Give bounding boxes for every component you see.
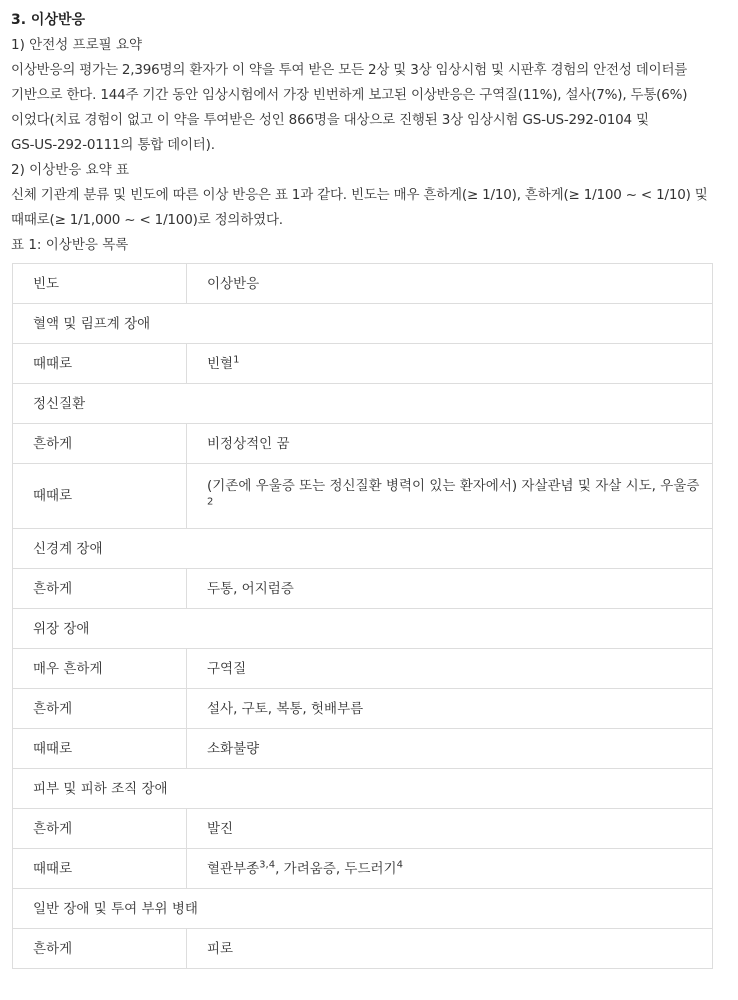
organ-class-row bbox=[13, 609, 713, 649]
organ-class-row bbox=[13, 529, 713, 569]
frequency-cell: 때때로 bbox=[13, 849, 187, 889]
table-row bbox=[13, 344, 713, 384]
section-title: 3. 이상반응 bbox=[11, 12, 86, 28]
reaction-cell: 구역질 bbox=[187, 649, 713, 689]
reaction-cell bbox=[187, 849, 713, 889]
table-row bbox=[13, 929, 713, 969]
safety-profile-paragraph bbox=[11, 58, 718, 158]
organ-class-row bbox=[13, 384, 713, 424]
table-caption: 표 1: 이상반응 목록 bbox=[11, 237, 129, 253]
table-row bbox=[13, 649, 713, 689]
reaction-cell: 두통, 어지럼증 bbox=[187, 569, 713, 609]
paragraph-line: 이상반응의 평가는 2,396명의 환자가 이 약을 투여 받은 모든 2상 및 3상 임상시험 및 시판후 경험의 안전성 데이터를 bbox=[11, 62, 688, 78]
frequency-cell: 때때로 bbox=[13, 344, 187, 384]
reaction-cell: 소화불량 bbox=[187, 729, 713, 769]
reaction-cell: 설사, 구토, 복통, 헛배부름 bbox=[187, 689, 713, 729]
frequency-cell: 때때로 bbox=[13, 464, 187, 529]
reaction-cell: 피로 bbox=[187, 929, 713, 969]
organ-class-cell: 신경계 장애 bbox=[13, 529, 713, 569]
paragraph-line: GS-US-292-0111의 통합 데이터). bbox=[11, 137, 215, 153]
header-frequency: 빈도 bbox=[13, 264, 187, 304]
table-row bbox=[13, 809, 713, 849]
frequency-cell: 흔하게 bbox=[13, 929, 187, 969]
reaction-text: (기존에 우울증 또는 정신질환 병력이 있는 환자에서) 자살관념 및 자살 시도, 우울증 bbox=[207, 478, 700, 494]
frequency-cell: 매우 흔하게 bbox=[13, 649, 187, 689]
reaction-cell: 발진 bbox=[187, 809, 713, 849]
table-row bbox=[13, 424, 713, 464]
organ-class-cell: 위장 장애 bbox=[13, 609, 713, 649]
table-row bbox=[13, 689, 713, 729]
frequency-cell: 흔하게 bbox=[13, 569, 187, 609]
adverse-reactions-table bbox=[12, 263, 713, 969]
frequency-cell: 흔하게 bbox=[13, 689, 187, 729]
subsection-title-safety-profile: 1) 안전성 프로필 요약 bbox=[11, 37, 143, 53]
organ-class-row bbox=[13, 304, 713, 344]
frequency-definition-paragraph bbox=[11, 183, 718, 233]
paragraph-line: 때때로(≥ 1/1,000 ~ < 1/100)로 정의하였다. bbox=[11, 212, 283, 228]
organ-class-row bbox=[13, 769, 713, 809]
paragraph-line: 이었다(치료 경험이 없고 이 약을 투여받은 성인 866명을 대상으로 진행된 3상 임상시험 GS-US-292-0104 및 bbox=[11, 112, 649, 128]
footnote-ref: 1 bbox=[233, 354, 240, 365]
table-row bbox=[13, 729, 713, 769]
paragraph-line: 신체 기관계 분류 및 빈도에 따른 이상 반응은 표 1과 같다. 빈도는 매우 흔하게(≥ 1/10), 흔하게(≥ 1/100 ~ < 1/10) 및 bbox=[11, 187, 708, 203]
footnote-ref: 4 bbox=[396, 859, 403, 870]
organ-class-cell: 혈액 및 림프계 장애 bbox=[13, 304, 713, 344]
table-row bbox=[13, 464, 713, 529]
frequency-cell: 때때로 bbox=[13, 729, 187, 769]
subsection-title-summary-table: 2) 이상반응 요약 표 bbox=[11, 162, 130, 178]
reaction-text: , 가려움증, 두드러기 bbox=[275, 860, 397, 877]
footnote-ref: 3,4 bbox=[259, 859, 276, 870]
organ-class-row bbox=[13, 889, 713, 929]
footnote-ref: 2 bbox=[207, 496, 214, 508]
reaction-cell: 비정상적인 꿈 bbox=[187, 424, 713, 464]
paragraph-line: 기반으로 한다. 144주 기간 동안 임상시험에서 가장 빈번하게 보고된 이상반응은 구역질(11%), 설사(7%), 두통(6%) bbox=[11, 87, 688, 103]
reaction-text: 빈혈 bbox=[207, 355, 234, 372]
reaction-text: 혈관부종 bbox=[207, 860, 260, 877]
table-header-row bbox=[13, 264, 713, 304]
header-reaction: 이상반응 bbox=[187, 264, 713, 304]
organ-class-cell: 일반 장애 및 투여 부위 병태 bbox=[13, 889, 713, 929]
reaction-cell bbox=[187, 344, 713, 384]
table-row bbox=[13, 569, 713, 609]
table-row bbox=[13, 849, 713, 889]
organ-class-cell: 피부 및 피하 조직 장애 bbox=[13, 769, 713, 809]
organ-class-cell: 정신질환 bbox=[13, 384, 713, 424]
reaction-cell bbox=[187, 464, 713, 529]
frequency-cell: 흔하게 bbox=[13, 424, 187, 464]
frequency-cell: 흔하게 bbox=[13, 809, 187, 849]
